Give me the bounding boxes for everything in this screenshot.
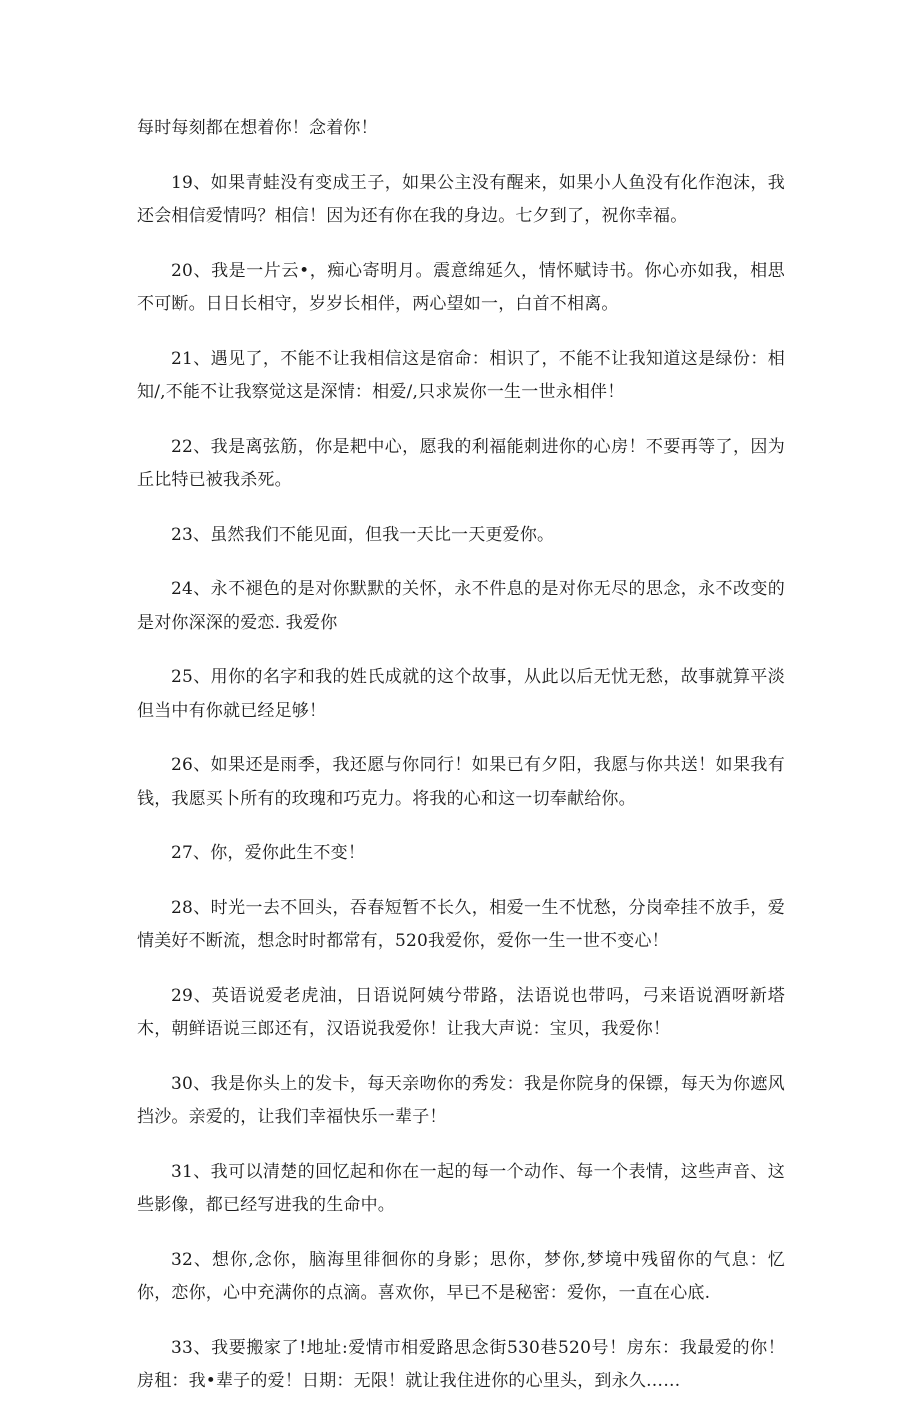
paragraph-22: 22、我是离弦筋，你是耙中心，愿我的利福能刺进你的心房！不要再等了，因为丘比特已被我杀死。 xyxy=(137,436,785,490)
paragraph-continued: 每时每刻都在想着你！念着你！ xyxy=(137,118,378,138)
paragraph-32: 32、想你,念你，脑海里徘徊你的身影；思你，梦你,梦境中残留你的气息：忆你，恋你，心中充满你的点滴。喜欢你，早已不是秘密：爱你，一直在心底. xyxy=(137,1249,785,1303)
paragraph-19: 19、如果青蛙没有变成王子，如果公主没有醒来，如果小人鱼没有化作泡沫，我还会相信爱情吗？相信！因为还有你在我的身边。七夕到了，祝你幸福。 xyxy=(137,172,785,226)
paragraph-25: 25、用你的名字和我的姓氏成就的这个故事，从此以后无忧无愁，故事就算平淡但当中有你就已经足够！ xyxy=(137,667,785,721)
paragraph-33: 33、我要搬家了!地址:爱情市相爱路思念街530巷520号！房东：我最爱的你！房租：我•辈子的爱！日期：无限！就让我住进你的心里头，到永久…… xyxy=(137,1337,785,1391)
paragraph-27: 27、你，爱你此生不变！ xyxy=(171,843,366,863)
paragraph-24: 24、永不褪色的是对你默默的关怀，永不件息的是对你无尽的思念，永不改变的是对你深深的爱恋. 我爱你 xyxy=(137,579,785,633)
paragraph-23: 23、虽然我们不能见面，但我一天比一天更爱你。 xyxy=(171,524,555,545)
paragraph-20: 20、我是一片云•，痴心寄明月。震意绵延久，情怀赋诗书。你心亦如我，相思不可断。日日长相守，岁岁长相伴，两心望如一，白首不相离。 xyxy=(137,260,785,314)
paragraph-30: 30、我是你头上的发卡，每天亲吻你的秀发：我是你院身的保镖，每天为你遮风挡沙。亲爱的，让我们幸福快乐一辈子！ xyxy=(137,1073,785,1127)
paragraph-31: 31、我可以清楚的回忆起和你在一起的每一个动作、每一个表情，这些声音、这些影像，都已经写进我的生命中。 xyxy=(137,1161,785,1215)
paragraph-29: 29、英语说爱老虎油，日语说阿姨兮带路，法语说也带吗，弓来语说酒呀新塔木，朝鲜语说三郎还有，汉语说我爱你！让我大声说：宝贝，我爱你！ xyxy=(137,985,785,1039)
document-body xyxy=(137,112,785,1420)
paragraph-21: 21、遇见了，不能不让我相信这是宿命：相识了，不能不让我知道这是绿份：相知/,不能不让我察觉这是深情：相爱/,只求炭你一生一世永相伴！ xyxy=(137,348,785,402)
paragraph-26: 26、如果还是雨季，我还愿与你同行！如果已有夕阳，我愿与你共送！如果我有钱，我愿买卜所有的玫瑰和巧克力。将我的心和这一切奉献给你。 xyxy=(137,755,785,809)
paragraph-28: 28、时光一去不回头，吞春短暂不长久，相爱一生不忧愁，分岗牵挂不放手，爱情美好不断流，想念时时都常有，520我爱你，爱你一生一世不变心！ xyxy=(137,897,785,951)
